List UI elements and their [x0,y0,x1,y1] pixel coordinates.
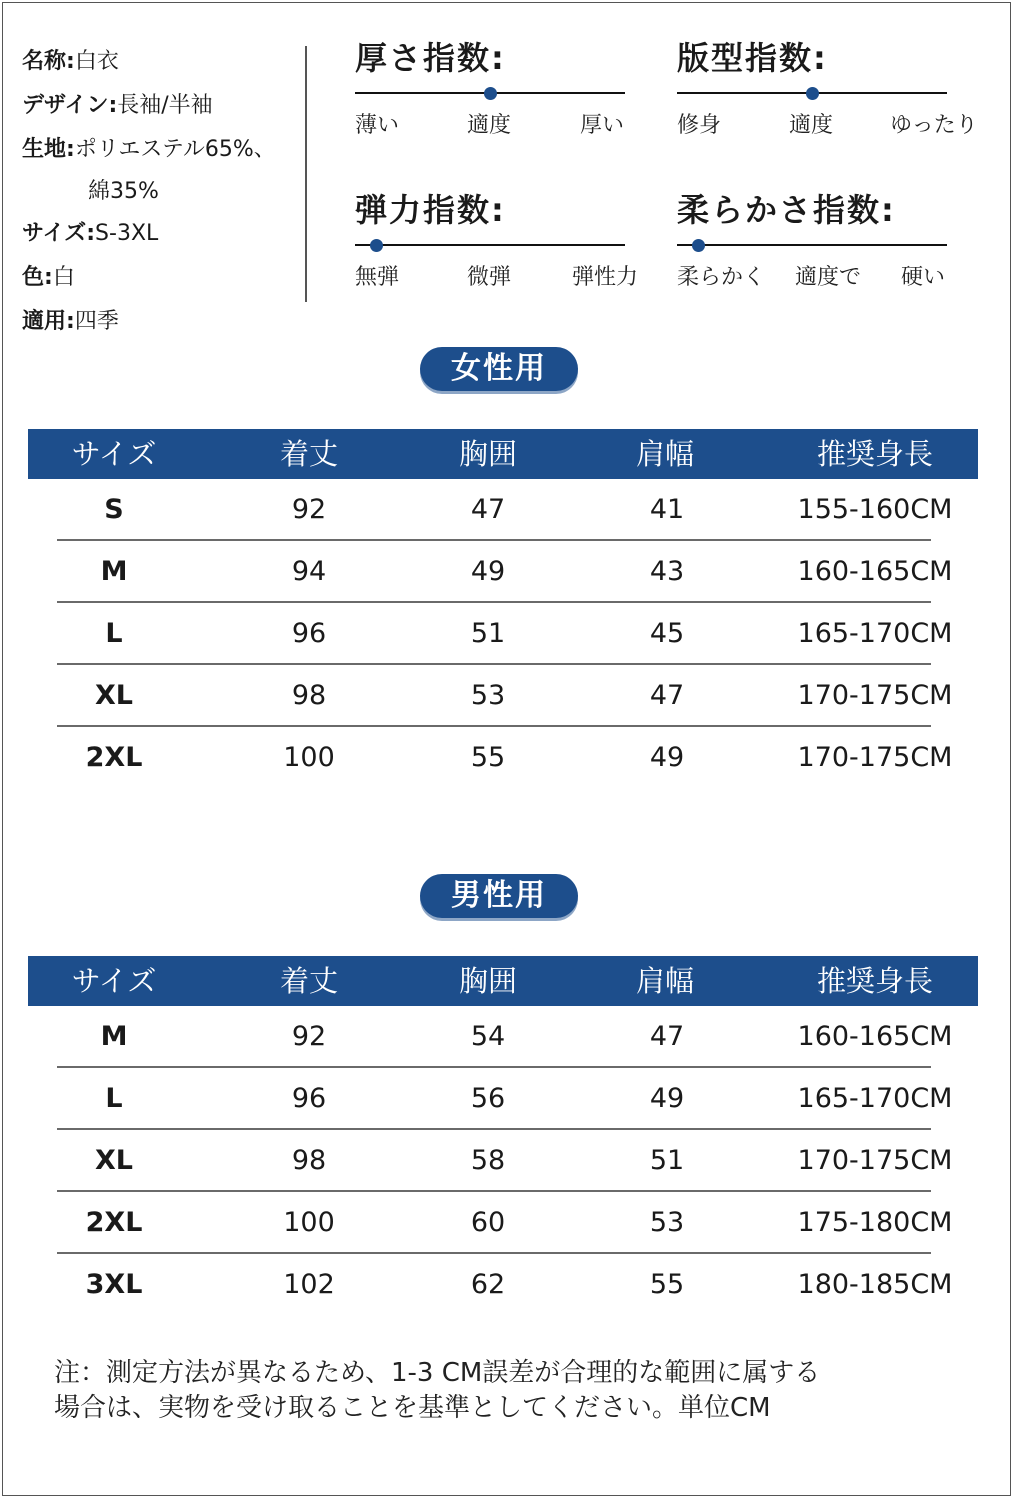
cell-chest: 62 [470,1269,506,1300]
measurement-note [54,1356,974,1426]
table-header [28,956,978,1006]
cell-chest: 56 [470,1083,506,1114]
scale-track [355,80,635,108]
info-row-size [22,212,312,256]
cell-shoulder: 55 [649,1269,685,1300]
thickness-scale [355,36,635,138]
note-line-2: 場合は、実物を受け取ることを基準としてください。単位CM [54,1393,771,1423]
info-row-name [22,40,312,84]
cell-size: 2XL [85,1207,143,1238]
table-row [28,479,978,541]
info-key: 生地: [22,137,75,162]
info-key: 名称: [22,49,75,74]
cell-shoulder: 53 [649,1207,685,1238]
cell-height: 170-175CM [797,1145,953,1176]
table-row [28,541,978,603]
cell-size: XL [94,1145,134,1176]
info-key: 適用: [22,309,75,334]
cell-height: 170-175CM [797,742,953,773]
cell-height: 175-180CM [797,1207,953,1238]
info-value: S-3XL [95,221,159,246]
elasticity-scale [355,188,639,290]
info-value: ポリエステル65%、 [74,137,276,162]
header-chest: 胸囲 [458,964,518,998]
scale-line [355,244,625,246]
cell-chest: 58 [470,1145,506,1176]
cell-height: 160-165CM [797,1021,953,1052]
cell-height: 165-170CM [797,618,953,649]
scale-marker [692,239,705,252]
info-row-design [22,84,312,128]
info-value: 白衣 [74,49,119,74]
cell-shoulder: 43 [649,556,685,587]
scale-track [677,232,957,260]
softness-scale [677,188,957,290]
cell-length: 92 [291,1021,327,1052]
scale-marker [370,239,383,252]
table-body [28,1006,978,1316]
men-section-title: 男性用 [420,874,578,918]
women-size-table [28,429,978,789]
table-body [28,479,978,789]
info-value: 四季 [74,309,119,334]
cell-shoulder: 41 [649,494,685,525]
cell-size: XL [94,680,134,711]
cell-size: M [100,1021,128,1052]
cell-chest: 54 [470,1021,506,1052]
fit-scale [677,36,978,138]
cell-shoulder: 45 [649,618,685,649]
table-row [28,1192,978,1254]
scale-label-high: 弾性力 [572,265,639,290]
scale-labels [677,260,957,290]
header-length: 着丈 [279,964,339,998]
cell-chest: 55 [470,742,506,773]
cell-height: 170-175CM [797,680,953,711]
cell-chest: 60 [470,1207,506,1238]
info-value: 白 [52,265,75,290]
scale-title: 柔らかさ指数: [677,191,896,229]
table-row [28,727,978,789]
cell-length: 94 [291,556,327,587]
cell-height: 165-170CM [797,1083,953,1114]
cell-size: M [100,556,128,587]
cell-size: 3XL [85,1269,143,1300]
scale-track [355,232,635,260]
info-value-continued: 綿35% [88,179,159,204]
info-key: デザイン: [22,93,118,118]
table-header [28,429,978,479]
cell-height: 180-185CM [797,1269,953,1300]
header-length: 着丈 [279,437,339,471]
cell-chest: 49 [470,556,506,587]
scale-labels [355,108,635,138]
scale-labels [355,260,639,290]
scale-label-low: 柔らかく [677,265,766,290]
scale-title: 版型指数: [677,39,828,77]
cell-length: 98 [291,680,327,711]
info-divider [305,46,307,302]
cell-shoulder: 47 [649,1021,685,1052]
cell-size: L [105,618,123,649]
cell-length: 96 [291,1083,327,1114]
cell-length: 96 [291,618,327,649]
table-row [28,1068,978,1130]
table-row [28,1130,978,1192]
cell-chest: 51 [470,618,506,649]
info-row-season [22,300,312,344]
scale-label-high: ゆったり [890,113,978,138]
header-size: サイズ [71,437,157,471]
scale-marker [806,87,819,100]
cell-length: 100 [283,1207,335,1238]
info-value: 長袖/半袖 [117,93,213,118]
cell-size: L [105,1083,123,1114]
cell-size: S [104,494,124,525]
header-height: 推奨身長 [816,964,934,998]
men-size-table [28,956,978,1316]
product-info [22,40,312,344]
scale-label-low: 薄い [355,113,400,138]
cell-shoulder: 47 [649,680,685,711]
cell-height: 160-165CM [797,556,953,587]
cell-shoulder: 51 [649,1145,685,1176]
cell-length: 102 [283,1269,335,1300]
table-row [28,1006,978,1068]
scale-title: 弾力指数: [355,191,506,229]
scale-label-low: 修身 [677,113,722,138]
scale-label-low: 無弾 [355,265,400,290]
scale-label-high: 硬い [901,265,946,290]
scale-label-mid: 適度 [467,113,512,138]
header-shoulder: 肩幅 [635,964,695,998]
cell-shoulder: 49 [649,1083,685,1114]
scale-marker [484,87,497,100]
cell-length: 98 [291,1145,327,1176]
cell-chest: 47 [470,494,506,525]
header-size: サイズ [71,964,157,998]
table-row [28,665,978,727]
header-shoulder: 肩幅 [635,437,695,471]
info-key: 色: [22,265,53,290]
scale-track [677,80,957,108]
scale-labels [677,108,978,138]
scale-line [677,244,947,246]
header-height: 推奨身長 [816,437,934,471]
scale-label-high: 厚い [580,113,625,138]
cell-chest: 53 [470,680,506,711]
cell-length: 100 [283,742,335,773]
scale-title: 厚さ指数: [355,39,506,77]
table-row [28,1254,978,1316]
info-key: サイズ: [22,221,96,246]
cell-height: 155-160CM [797,494,953,525]
cell-size: 2XL [85,742,143,773]
cell-shoulder: 49 [649,742,685,773]
scale-label-mid: 適度で [795,265,862,290]
info-row-color [22,256,312,300]
scale-label-mid: 微弾 [467,265,512,290]
scale-label-mid: 適度 [789,113,834,138]
info-row-fabric [22,128,312,172]
cell-length: 92 [291,494,327,525]
table-row [28,603,978,665]
note-line-1: 注：測定方法が異なるため、1-3 CM誤差が合理的な範囲に属する [54,1358,821,1388]
header-chest: 胸囲 [458,437,518,471]
women-section-title: 女性用 [420,347,578,391]
